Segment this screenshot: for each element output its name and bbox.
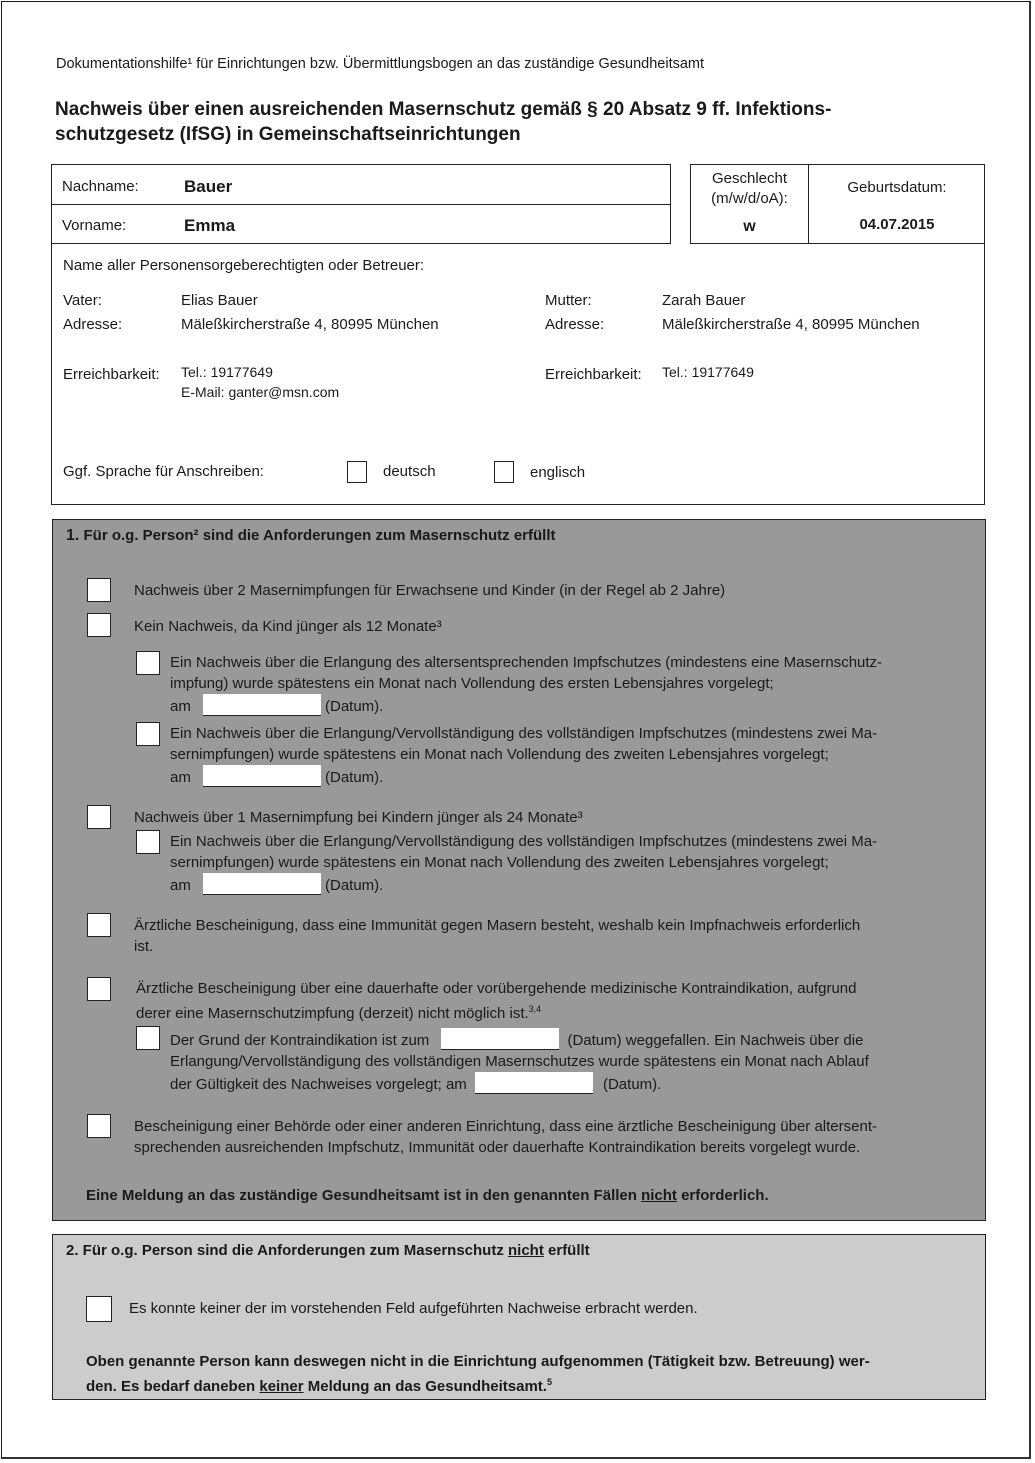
footnote-ref: 5 <box>546 1377 552 1387</box>
footnote-ref: 3,4 <box>528 1004 542 1014</box>
item-authority-certificate-text <box>134 1116 877 1158</box>
section2-footer-underlined: keiner <box>259 1378 304 1395</box>
geburtsdatum-field[interactable]: 04.07.2015 <box>859 216 935 233</box>
section1-title <box>66 525 556 546</box>
mother-name: Zarah Bauer <box>662 292 746 309</box>
document-page <box>1 1 1031 1459</box>
geburtsdatum-label: Geburtsdatum: <box>847 179 947 196</box>
section-requirements-not-met <box>52 1234 986 1400</box>
followup-line1: Ein Nachweis über die Erlangung/Vervollständigung des vollständigen Impfschutzes (mindestens zwei Ma- <box>170 833 878 850</box>
section2-title-part2: erfüllt <box>543 1242 590 1259</box>
datum-label: (Datum). <box>602 1076 662 1093</box>
date-field-contraindication-ended[interactable] <box>441 1028 559 1050</box>
section1-title-text: Für o.g. Person² sind die Anforderungen zum Masernschutz erfüllt <box>83 527 556 544</box>
language-checkbox-deutsch[interactable] <box>347 461 367 483</box>
first-year-proof-text <box>170 652 882 717</box>
datum-label: (Datum). <box>325 698 384 715</box>
contraindication-ended-line3: der Gültigkeit des Nachweises vorgelegt; am <box>170 1076 467 1093</box>
father-name: Elias Bauer <box>181 292 258 309</box>
item-contraindication-text <box>136 978 856 1024</box>
mother-address: Mäleßkircherstraße 4, 80995 München <box>662 316 920 333</box>
section2-footer-line2-part1: den. Es bedarf daneben <box>86 1378 260 1395</box>
datum-label: (Datum). <box>325 877 384 894</box>
first-year-proof-line2: impfung) wurde spätestens ein Monat nach Vollendung des ersten Lebensjahres vorgelegt; <box>170 675 774 692</box>
section2-footer-line2-part2: Meldung an das Gesundheitsamt. <box>303 1378 547 1395</box>
section2-title-part1: 2. Für o.g. Person sind die Anforderungen zum Masernschutz <box>66 1242 508 1259</box>
mother-role-label: Mutter: <box>545 292 592 309</box>
section1-title-number: 1. <box>66 527 80 544</box>
language-label: Ggf. Sprache für Anschreiben: <box>63 463 264 480</box>
name-box <box>51 164 671 244</box>
geschlecht-label-line2: (m/w/d/oA): <box>711 190 788 207</box>
title-line-2: schutzgesetz (IfSG) in Gemeinschaftseinrichtungen <box>55 124 521 145</box>
checkbox-one-vaccination-under-24[interactable] <box>87 805 111 829</box>
father-role-label: Vater: <box>63 292 102 309</box>
second-year-proof-line2: sernimpfungen) wurde spätestens ein Monat nach Vollendung des zweiten Lebensjahres vorgelegt; <box>170 746 829 763</box>
document-title <box>55 97 955 147</box>
father-phone: Tel.: 19177649 <box>181 364 273 380</box>
father-email: E-Mail: ganter@msn.com <box>181 384 340 400</box>
date-field-first-year[interactable] <box>203 694 321 716</box>
vorname-field[interactable]: Emma <box>184 216 236 235</box>
father-contact-label: Erreichbarkeit: <box>63 366 160 383</box>
mother-contact-label: Erreichbarkeit: <box>545 366 642 383</box>
checkbox-no-proof[interactable] <box>86 1296 112 1322</box>
contraindication-ended-part2: (Datum) weggefallen. Ein Nachweis über die <box>567 1032 864 1049</box>
second-year-proof-line1: Ein Nachweis über die Erlangung/Vervollständigung des vollständigen Impfschutzes (mindestens zwei Ma- <box>170 725 878 742</box>
father-address: Mäleßkircherstraße 4, 80995 München <box>181 316 439 333</box>
title-line-1: Nachweis über einen ausreichenden Masernschutz gemäß § 20 Absatz 9 ff. Infektions- <box>55 99 832 120</box>
guardians-heading: Name aller Personensorgeberechtigten oder Betreuer: <box>63 257 425 274</box>
contraindication-line1: Ärztliche Bescheinigung über eine dauerhafte oder vorübergehende medizinische Kontraindikation, aufgrund <box>136 980 857 997</box>
checkbox-under-12-months[interactable] <box>87 613 111 637</box>
checkbox-first-year-proof[interactable] <box>136 651 160 675</box>
item-two-vaccinations-label: Nachweis über 2 Masernimpfungen für Erwachsene und Kinder (in der Regel ab 2 Jahre) <box>134 582 726 599</box>
contraindication-ended-text <box>170 1028 869 1095</box>
followup-line2: sernimpfungen) wurde spätestens ein Monat nach Vollendung des zweiten Lebensjahres vorgelegt; <box>170 854 829 871</box>
one-vaccination-followup-text <box>170 831 877 896</box>
first-year-proof-line1: Ein Nachweis über die Erlangung des altersentsprechenden Impfschutzes (mindestens eine Masernschutz- <box>170 654 883 671</box>
authority-line1: Bescheinigung einer Behörde oder einer anderen Einrichtung, dass eine ärztliche Bescheinigung über altersent- <box>134 1118 877 1135</box>
vorname-label: Vorname: <box>62 217 127 234</box>
geschlecht-label-line1: Geschlecht <box>711 170 788 187</box>
checkbox-one-vaccination-followup[interactable] <box>136 830 160 854</box>
section-requirements-met <box>52 519 986 1221</box>
date-field-second-year[interactable] <box>203 765 321 787</box>
nachname-field[interactable]: Bauer <box>184 177 233 196</box>
authority-line2: sprechenden ausreichenden Impfschutz, Immunität oder dauerhafte Kontraindikation bereits vorgelegt wurde. <box>134 1139 861 1156</box>
mother-address-label: Adresse: <box>545 316 605 333</box>
immunity-line2: ist. <box>134 938 154 955</box>
date-field-contraindication-proof[interactable] <box>475 1072 593 1094</box>
language-deutsch-label: deutsch <box>383 463 436 480</box>
am-label: am <box>170 769 191 786</box>
language-englisch-label: englisch <box>530 464 586 481</box>
contraindication-ended-part1: Der Grund der Kontraindikation ist zum <box>170 1032 430 1049</box>
section1-footer-part1: Eine Meldung an das zuständige Gesundheitsamt ist in den genannten Fällen <box>86 1187 642 1204</box>
item-one-vaccination-label: Nachweis über 1 Masernimpfung bei Kindern jünger als 24 Monate³ <box>134 809 583 826</box>
section2-title-underlined: nicht <box>508 1242 544 1259</box>
item-under-12-months-label: Kein Nachweis, da Kind jünger als 12 Monate³ <box>134 618 442 635</box>
language-checkbox-englisch[interactable] <box>494 461 514 483</box>
document-subtitle: Dokumentationshilfe¹ für Einrichtungen bzw. Übermittlungsbogen an das zuständige Gesundheitsamt <box>56 56 705 72</box>
immunity-line1: Ärztliche Bescheinigung, dass eine Immunität gegen Masern besteht, weshalb kein Impfnachweis erforderlich <box>134 917 861 934</box>
checkbox-contraindication-ended[interactable] <box>136 1026 160 1050</box>
section2-title <box>66 1240 590 1261</box>
checkbox-second-year-proof[interactable] <box>136 722 160 746</box>
am-label: am <box>170 877 191 894</box>
mother-phone: Tel.: 19177649 <box>662 364 754 380</box>
father-address-label: Adresse: <box>63 316 123 333</box>
item-immunity-certificate-text <box>134 915 860 957</box>
datum-label: (Datum). <box>325 769 384 786</box>
section2-footer <box>86 1351 870 1397</box>
gender-birth-box <box>690 164 985 244</box>
checkbox-immunity-certificate[interactable] <box>87 913 111 937</box>
checkbox-contraindication[interactable] <box>87 977 111 1001</box>
section2-footer-line1: Oben genannte Person kann deswegen nicht in die Einrichtung aufgenommen (Tätigkeit bzw. Betreuung) wer- <box>86 1353 870 1370</box>
checkbox-authority-certificate[interactable] <box>87 1114 111 1138</box>
nachname-label: Nachname: <box>62 178 139 195</box>
checkbox-two-vaccinations[interactable] <box>87 578 111 602</box>
geschlecht-field[interactable]: w <box>743 218 756 235</box>
section1-footer <box>86 1185 769 1206</box>
section1-footer-part2: erforderlich. <box>676 1187 769 1204</box>
geschlecht-label <box>691 169 808 209</box>
date-field-followup[interactable] <box>203 873 321 895</box>
guardians-box <box>51 243 985 505</box>
am-label: am <box>170 698 191 715</box>
contraindication-line2: derer eine Masernschutzimpfung (derzeit) nicht möglich ist. <box>136 1005 529 1022</box>
section1-footer-underlined: nicht <box>641 1187 677 1204</box>
second-year-proof-text <box>170 723 877 788</box>
name-divider <box>52 204 670 205</box>
no-proof-label: Es konnte keiner der im vorstehenden Feld aufgeführten Nachweise erbracht werden. <box>129 1300 698 1317</box>
contraindication-ended-line2: Erlangung/Vervollständigung des vollständigen Masernschutzes wurde spätestens ein Monat nach Ablauf <box>170 1053 869 1070</box>
